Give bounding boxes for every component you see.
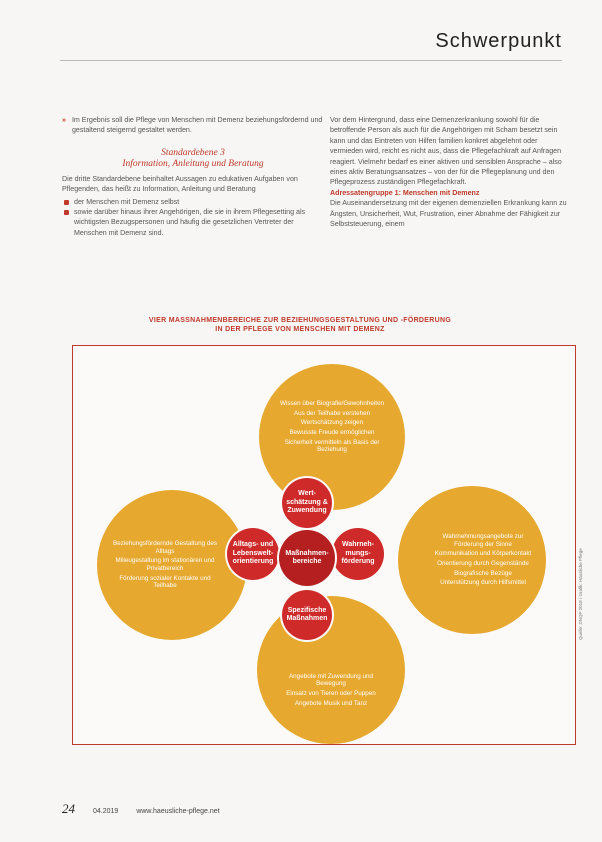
circle-top-area — [259, 364, 405, 510]
bullet-item: sowie darüber hinaus ihrer Angehörigen, die sie in ihrem Pflegesetting als wichtigsten Bezugspersonen und häufig die gesetzlichen Vertreter der Menschen mit Demenz sind. — [62, 207, 324, 238]
lead-paragraph — [62, 115, 324, 136]
circle-item: Einsatz von Tieren oder Puppen — [286, 690, 376, 697]
circle-item: Bewusste Freude ermöglichen — [289, 429, 375, 436]
subheading-line-1: Standardebene 3 — [161, 147, 225, 158]
right-text-column — [330, 115, 570, 229]
left-body-text: Die dritte Standardebene beinhaltet Aussagen zu edukativen Aufgaben von Pflegenden, das heißt zu Information, Anleitung und Beratung — [62, 174, 298, 194]
circle-item: Unterstützung durch Hilfsmittel — [440, 579, 526, 587]
figure-title-line-2: IN DER PFLEGE VON MENSCHEN MIT DEMENZ — [215, 326, 385, 333]
lead-text: Im Ergebnis soll die Pflege von Menschen mit Demenz beziehungsfördernd und gestaltend steigernd gestaltet werden. — [71, 116, 323, 135]
circle-item: Wahrnehmungsangebote zur Förderung der Sinne — [442, 533, 524, 548]
circle-item: Wissen über Biografie/Gewohnheiten — [280, 400, 384, 408]
right-body-text: Vor dem Hintergrund, dass eine Demenzerkrankung sowohl für die betroffende Person als auch für die Angehörigen mit Scham besetzt sein kann und das Eintreten von Hilfen familien konkret abgelehnt oder vermieden wird, reicht es nicht aus, dass die Pflegefachkraft auf Anfragen reagiert. Vielmehr bedarf es einer aktiven und sensiblen Ansprache – also eines aktiv Beratungsansatzes – von der für die Pflegeplanung und den Pflegeprozess zuständigen Pflegefachkraft. — [330, 116, 562, 187]
bullet-item: der Menschen mit Demenz selbst — [62, 197, 324, 207]
issue-label: 04.2019 — [93, 808, 119, 815]
circle-item: Milieugestaltung im stationären und Privatbereich — [115, 557, 215, 572]
right-section-heading: Adressatengruppe 1: Menschen mit Demenz — [330, 188, 480, 197]
figure-title — [100, 316, 500, 334]
circle-top-label: Wert-schätzung & Zuwendung — [282, 478, 332, 528]
circle-bottom-label: Spezifische Maßnahmen — [282, 590, 332, 640]
circle-item: Wertschätzung zeigen — [300, 419, 364, 427]
circle-item: Orientierung durch Gegenstände — [437, 560, 529, 567]
circle-center-label: Maßnahmen-bereiche — [279, 530, 335, 586]
circle-right-area — [398, 486, 546, 634]
figure-title-line-1: VIER MASSNAHMENBEREICHE ZUR BEZIEHUNGSGESTALTUNG UND -FÖRDERUNG — [148, 317, 452, 324]
circle-item: Beziehungsfördernde Gestaltung des Alltags — [113, 540, 217, 555]
page-number: 24 — [62, 801, 75, 816]
right-body-text-2: Die Auseinandersetzung mit der eigenen demenziellen Erkrankung kann zu Ängsten, Unsicherheit, Wut, Frustration, einer Abnahme der Fähigkeit zur Selbststeuerung, einem — [330, 199, 567, 229]
bullet-list — [62, 197, 324, 239]
lead-quote-mark: » — [62, 116, 66, 124]
website-link[interactable]: www.haeusliche-pflege.net — [136, 808, 220, 815]
circle-left-area — [97, 490, 247, 640]
figure-source-note: Quelle: DNQP 2018 / Grafik: Häusliche Pflege — [578, 548, 583, 640]
figure-frame — [72, 345, 576, 745]
circle-item: Kommunikation und Körperkontakt — [434, 550, 532, 558]
page-footer — [62, 801, 220, 817]
subheading-line-2: Information, Anleitung und Beratung — [122, 158, 264, 169]
circle-item: Sicherheit vermitteln als Basis der Beziehung — [284, 438, 380, 454]
left-text-column — [62, 115, 324, 238]
circle-item: Angebote mit Zuwendung und Bewegung — [288, 672, 374, 688]
circle-item: Biografische Bezüge — [454, 569, 512, 577]
circle-item: Angebote Musik und Tanz — [294, 699, 368, 707]
circle-item: Aus der Teilhabe verstehen — [293, 409, 371, 417]
header-divider — [60, 60, 562, 61]
page-section-title: Schwerpunkt — [435, 30, 562, 52]
circle-item: Förderung sozialer Kontakte und Teilhabe — [119, 574, 211, 590]
circle-right-label: Wahrneh-mungs-förderung — [332, 528, 384, 580]
standard-subheading — [62, 148, 324, 170]
circle-left-label: Alltags- und Lebenswelt-orientierung — [227, 528, 279, 580]
